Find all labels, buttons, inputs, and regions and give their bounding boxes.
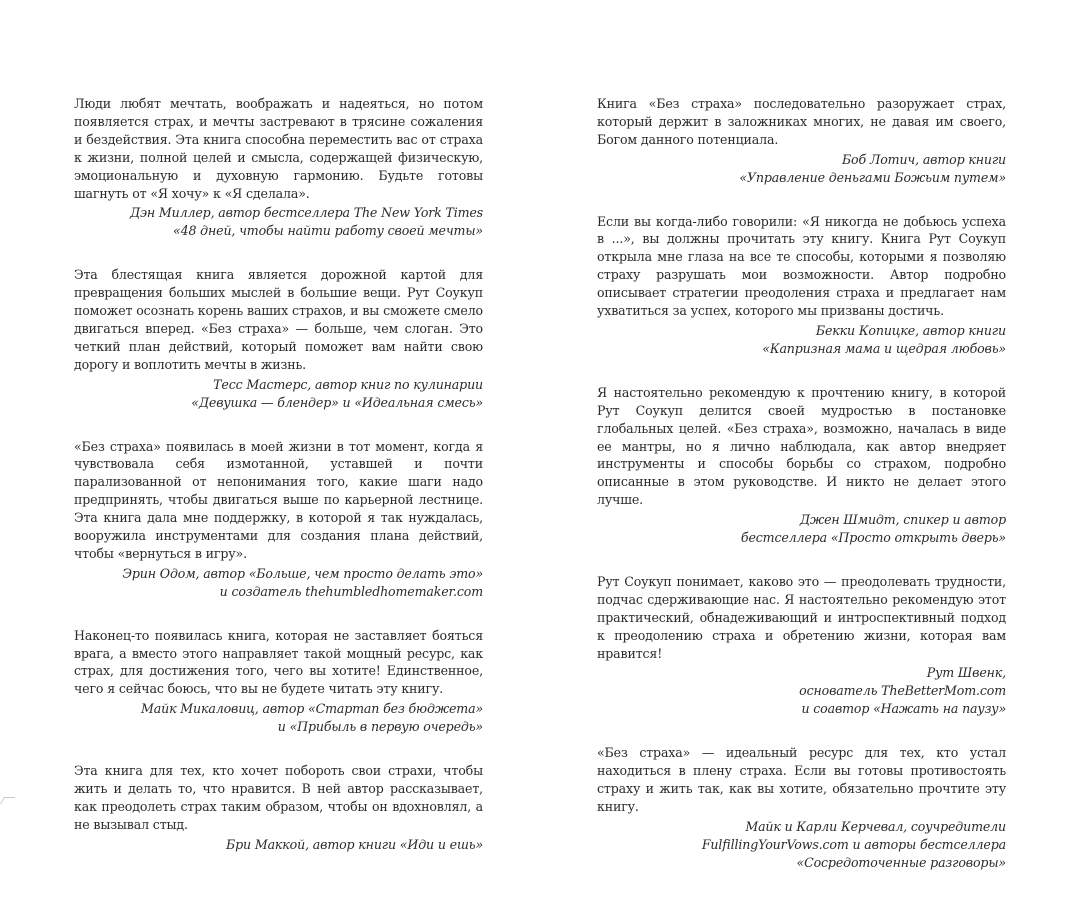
testimonial-quote: «Без страха» — идеальный ресурс для тех, кто устал находиться в плену страха. Если вы готовы противостоять страху и жить так, как вы хотите, обязательно прочтите эту книгу. bbox=[597, 745, 1006, 814]
testimonial bbox=[74, 438, 483, 601]
testimonial-attribution: Майк Микаловиц, автор «Стартап без бюджета» и «Прибыль в первую очередь» bbox=[141, 701, 483, 735]
right-page bbox=[597, 95, 1006, 898]
testimonial-quote: «Без страха» появилась в моей жизни в тот момент, когда я чувствовала себя измотанной, уставшей и почти парализованной от непонимания того, какие шаги надо предпринять, чтобы двигаться выше по карьерной лестнице. Эта книга дала мне поддержку, в которой я так нуждалась, вооружила инструментами для создания плана действий, чтобы «вернуться в игру». bbox=[74, 438, 483, 561]
testimonial-attribution: Боб Лотич, автор книги «Управление деньгами Божьим путем» bbox=[739, 151, 1006, 185]
testimonial-attribution: Бри Маккой, автор книги «Иди и ешь» bbox=[226, 836, 483, 852]
testimonial-quote: Люди любят мечтать, воображать и надеяться, но потом появляется страх, и мечты застревают в трясине сожаления и бездействия. Эта книга способна переместить вас от страха к жизни, полной целей и смысла, содержащей физическую, эмоциональную и духовную гармонию. Будьте готовы шагнуть от «Я хочу» к «Я сделала». bbox=[74, 96, 483, 201]
testimonial bbox=[74, 762, 483, 854]
testimonial bbox=[74, 266, 483, 411]
testimonial bbox=[74, 95, 483, 240]
testimonial-attribution: Майк и Карли Керчевал, соучредители FulfillingYourVows.com и авторы бестселлера «Сосредоточенные разговоры» bbox=[701, 818, 1006, 870]
testimonial-quote: Рут Соукуп понимает, каково это — преодолевать трудности, подчас сдерживающие нас. Я настоятельно рекомендую этот практический, обнадеживающий и интроспективный подход к преодолению страха и обретению жизни, которая вам нравится! bbox=[597, 573, 1006, 661]
testimonial-attribution: Джен Шмидт, спикер и автор бестселлера «Просто открыть дверь» bbox=[740, 512, 1006, 546]
testimonial-quote: Эта книга для тех, кто хочет побороть свои страхи, чтобы жить и делать то, что нравится. В ней автор рассказывает, как преодолеть страх таким образом, чтобы он вдохновлял, а не вызывал стыд. bbox=[74, 763, 483, 832]
testimonial-quote: Книга «Без страха» последовательно разоружает страх, который держит в заложниках многих, не давая им своего, Богом данного потенциала. bbox=[597, 96, 1006, 147]
testimonial-quote: Я настоятельно рекомендую к прочтению книгу, в которой Рут Соукуп делится своей мудростью в постановке глобальных целей. «Без страха», возможно, началась в виде ее мантры, но я лично наблюдала, как автор внедряет инструменты и способы борьбы со страхом, подробно описанные в этом руководстве. И никто не делает этого лучше. bbox=[597, 384, 1006, 508]
page-corner-mark bbox=[0, 797, 15, 804]
testimonial-attribution: Бекки Копицке, автор книги «Капризная мама и щедрая любовь» bbox=[762, 322, 1006, 356]
testimonial bbox=[74, 627, 483, 736]
testimonial bbox=[597, 573, 1006, 718]
testimonial-quote: Эта блестящая книга является дорожной картой для превращения больших мыслей в большие вещи. Рут Соукуп поможет осознать корень ваших страхов, и вы сможете смело двигаться вперед. «Без страха» — больше, чем слоган. Это четкий план действий, который поможет вам найти свою дорогу и воплотить мечты в жизнь. bbox=[74, 267, 483, 372]
testimonial bbox=[597, 95, 1006, 187]
testimonial-attribution: Эрин Одом, автор «Больше, чем просто делать это» и создатель thehumbledhomemaker.com bbox=[122, 565, 483, 599]
testimonial bbox=[597, 744, 1006, 871]
testimonial-attribution: Рут Швенк, основатель TheBetterMom.com и соавтор «Нажать на паузу» bbox=[799, 665, 1006, 717]
testimonial-attribution: Тесс Мастерс, автор книг по кулинарии «Девушка — блендер» и «Идеальная смесь» bbox=[191, 376, 483, 410]
testimonial-attribution: Дэн Миллер, автор бестселлера The New York Times «48 дней, чтобы найти работу своей мечты» bbox=[129, 205, 483, 239]
left-page bbox=[74, 95, 483, 880]
testimonial-quote: Наконец-то появилась книга, которая не заставляет бояться врага, а вместо этого направляет такой мощный ресурс, как страх, для достижения того, чего вы хотите! Единственное, чего я сейчас боюсь, что вы не будете читать эту книгу. bbox=[74, 627, 483, 697]
testimonial-quote: Если вы когда-либо говорили: «Я никогда не добьюсь успеха в ...», вы должны прочитать эту книгу. Книга Рут Соукуп открыла мне глаза на все те способы, которыми я позволяю страху разрушать мои возможности. Автор подробно описывает стратегии преодоления страха и предлагает нам ухватиться за успех, которого мы призваны достичь. bbox=[597, 213, 1006, 319]
testimonial bbox=[597, 213, 1006, 358]
testimonial bbox=[597, 384, 1006, 547]
